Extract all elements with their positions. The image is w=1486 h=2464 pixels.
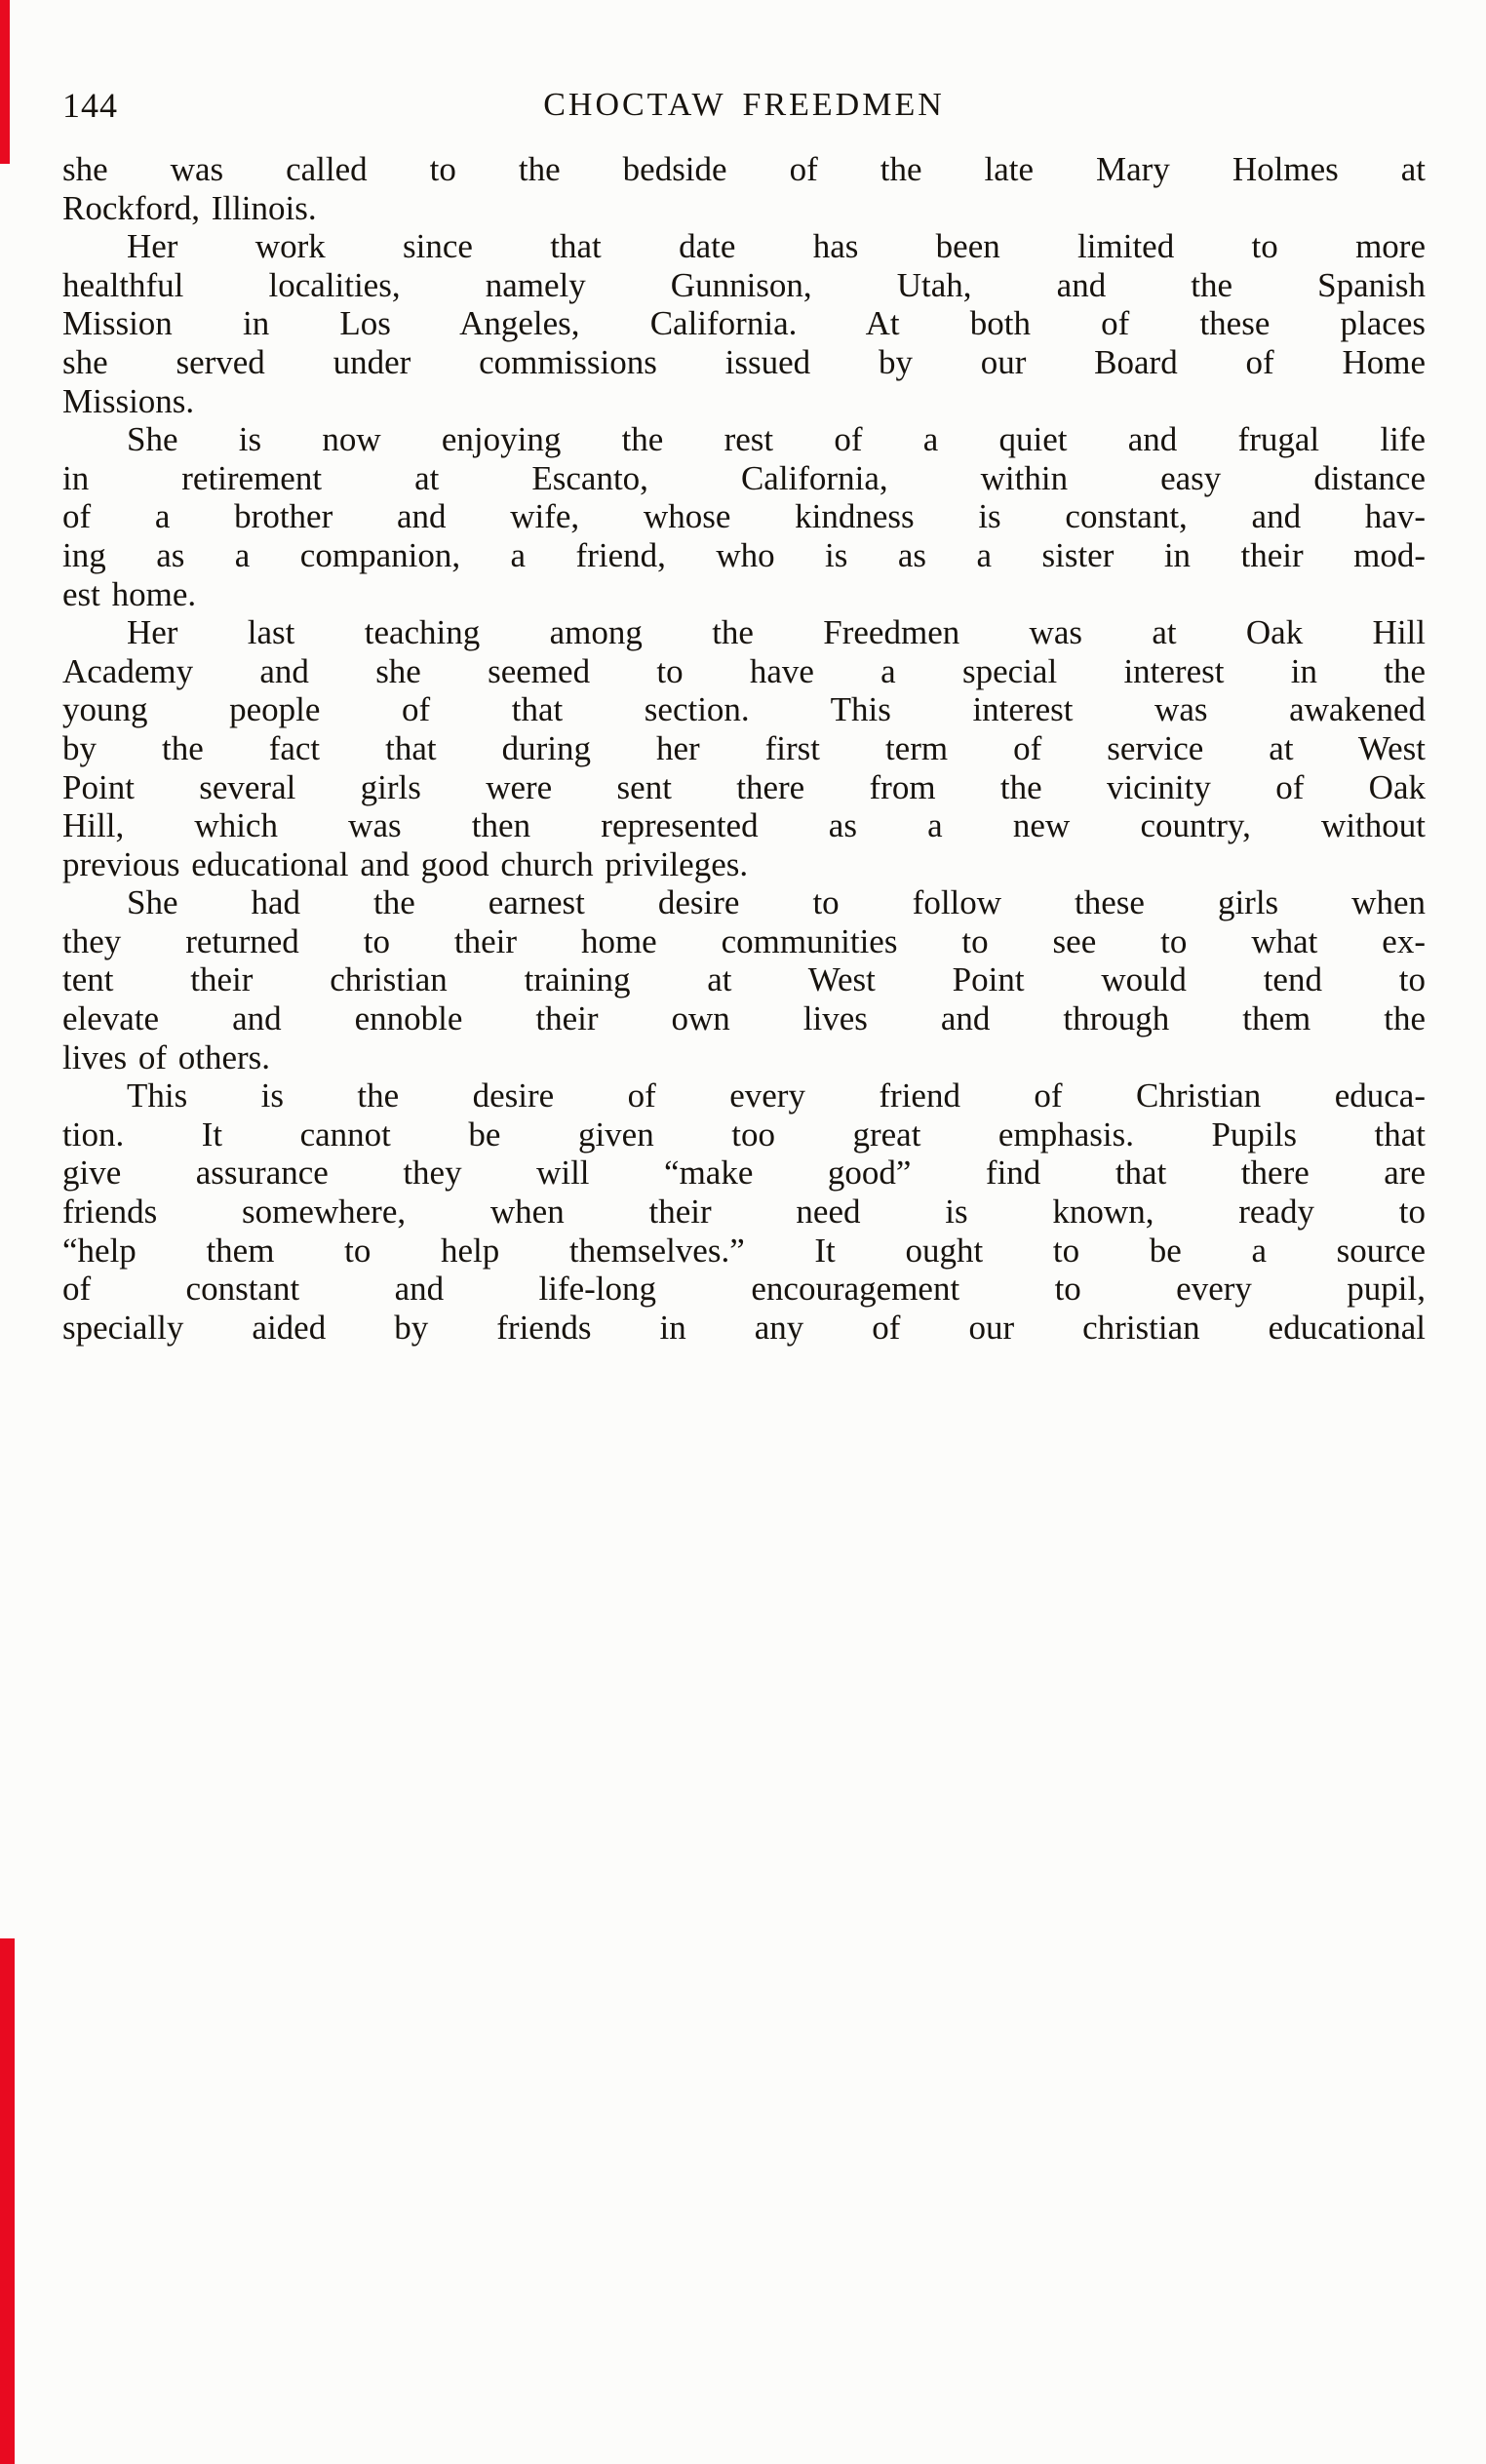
text-line: Mission in Los Angeles, California. At both of these places [62,304,1426,343]
text-line: Hill, which was then represented as a new country, without [62,806,1426,845]
text-line: She is now enjoying the rest of a quiet and frugal life [127,420,1426,459]
page-body [62,150,1426,1347]
text-line: specially aided by friends in any of our christian educational [62,1308,1426,1347]
text-line: “help them to help themselves.” It ought to be a source [62,1231,1426,1270]
text-line: in retirement at Escanto, California, within easy distance [62,458,1426,497]
text-line: tion. It cannot be given too great emphasis. Pupils that [62,1115,1426,1154]
text-line: friends somewhere, when their need is known, ready to [62,1193,1426,1232]
text-line: previous educational and good church privileges. [62,844,749,883]
scan-artifact-red-bar-bottom [0,1938,15,2464]
text-line: est home. [62,574,197,613]
running-title: CHOCTAW FREEDMEN [543,87,945,123]
text-line: she served under commissions issued by our Board of Home [62,342,1426,381]
paragraph [62,1076,1426,1347]
text-line: lives of others. [62,1037,271,1076]
text-line: by the fact that during her first term of service at West [62,728,1426,767]
text-line: of a brother and wife, whose kindness is constant, and hav- [62,497,1426,536]
text-line: Point several girls were sent there from the vicinity of Oak [62,767,1426,806]
text-line: she was called to the bedside of the late Mary Holmes at [62,150,1426,188]
text-line: young people of that section. This interest was awakened [62,690,1426,729]
text-line: of constant and life-long encouragement to every pupil, [62,1270,1426,1309]
text-line: tent their christian training at West Point would tend to [62,960,1426,999]
text-line: elevate and ennoble their own lives and through them the [62,999,1426,1038]
scan-artifact-red-bar-top [0,0,10,164]
text-line: Academy and she seemed to have a special interest in the [62,651,1426,690]
text-line: She had the earnest desire to follow these girls when [127,883,1426,922]
text-line: Rockford, Illinois. [62,188,317,227]
text-line: give assurance they will “make good” find that there are [62,1154,1426,1193]
text-line: Her last teaching among the Freedmen was at Oak Hill [127,613,1426,652]
paragraph [62,420,1426,613]
paragraph [62,227,1426,420]
text-line: This is the desire of every friend of Christian educa- [127,1076,1426,1115]
page-header [62,84,1426,127]
page-number: 144 [62,86,118,125]
paragraph [62,150,1426,227]
paragraph [62,883,1426,1076]
text-line: healthful localities, namely Gunnison, Utah, and the Spanish [62,265,1426,304]
paragraph [62,613,1426,883]
text-line: they returned to their home communities to see to what ex- [62,921,1426,960]
text-line: Her work since that date has been limited to more [127,227,1426,266]
text-line: Missions. [62,381,195,420]
text-line: ing as a companion, a friend, who is as a sister in their mod- [62,535,1426,574]
